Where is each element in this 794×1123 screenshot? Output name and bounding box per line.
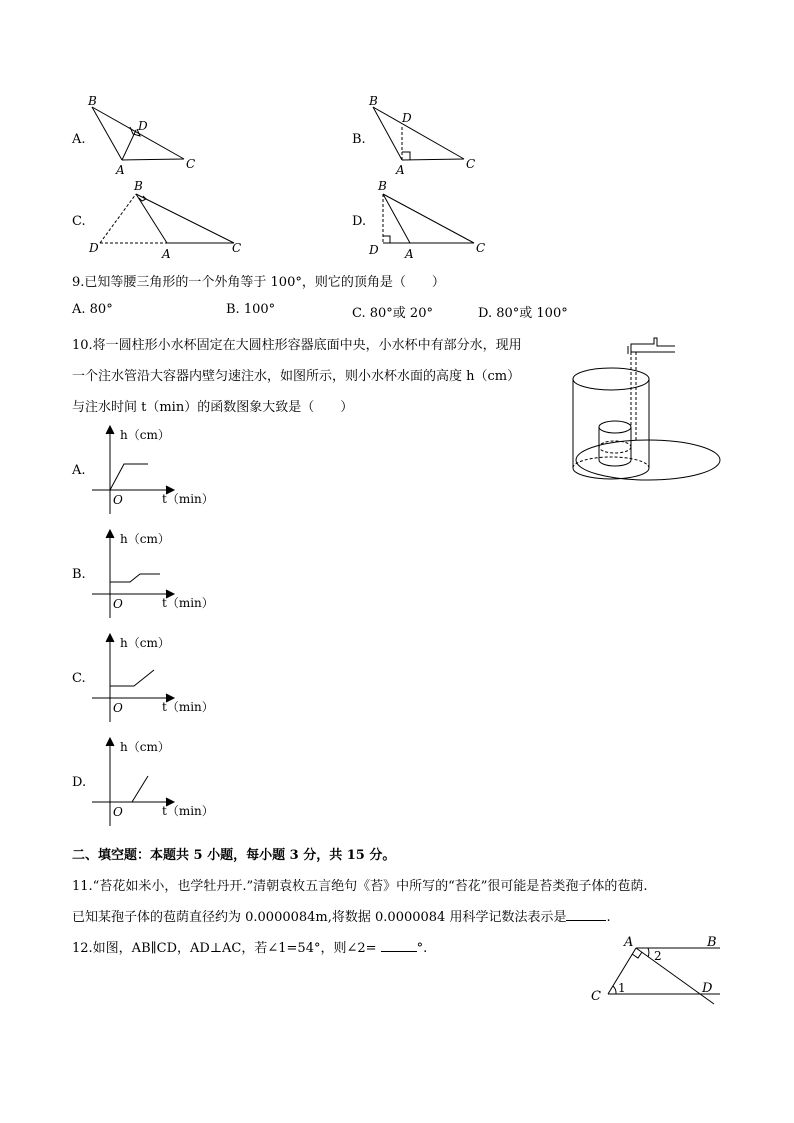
q10-option-c-letter: C.: [72, 671, 86, 686]
container-figure: [570, 332, 730, 502]
series-line: [132, 776, 148, 802]
point-label-c: C: [232, 241, 242, 255]
x-axis-label: t（min）: [162, 492, 214, 506]
point-label-d: D: [369, 243, 379, 257]
origin-label: O: [113, 493, 123, 507]
origin-label: O: [113, 597, 123, 611]
base-ellipse: [576, 440, 720, 480]
q10-option-d-letter: D.: [72, 775, 87, 790]
segment-ac: [122, 159, 184, 160]
y-axis-label: h（cm）: [120, 636, 170, 650]
big-cylinder-top: [573, 368, 649, 390]
point-label-a: A: [116, 163, 125, 177]
q12-line: [72, 937, 427, 956]
q11-line1: 11.“苔花如米小，也学牡丹开.”清朝袁枚五言绝句《苔》中所写的“苔花”很可能是苔类孢子体的苞荫.: [72, 879, 648, 894]
point-label-b: B: [707, 935, 717, 950]
q10-stem-line3: 与注水时间 t（min）的函数图象大致是（ ）: [72, 400, 354, 415]
q10-option-a-letter: A.: [72, 463, 86, 478]
q8-figure-d: [364, 176, 504, 262]
small-cup-top: [599, 421, 631, 433]
q12-text: 12.如图，AB∥CD，AD⊥AC，若∠1=54°，则∠2=: [72, 941, 377, 956]
point-label-b: B: [378, 179, 387, 193]
q9-option-c: C. 80°或 20°: [352, 306, 433, 321]
q11-line2: [72, 906, 611, 925]
q9-stem: 9.已知等腰三角形的一个外角等于 100°，则它的顶角是（ ）: [72, 275, 445, 290]
angle-label-1: 1: [618, 981, 626, 995]
q9-option-d: D. 80°或 100°: [478, 306, 568, 321]
y-axis-label: h（cm）: [120, 428, 170, 442]
series-line: [110, 574, 160, 582]
point-label-a: A: [624, 935, 634, 950]
segment-bc: [92, 107, 184, 159]
section-heading: 二、填空题：本题共 5 小题，每小题 3 分，共 15 分。: [72, 848, 396, 863]
q8-option-b-letter: B.: [352, 132, 366, 147]
q11-line2-text: 已知某孢子体的苞荫直径约为 0.0000084m,将数据 0.0000084 用科学记数法表示是: [72, 910, 567, 925]
point-label-a: A: [405, 247, 414, 261]
q8-option-c-letter: C.: [72, 214, 86, 229]
q8-figure-c: [84, 176, 254, 262]
point-label-b: B: [134, 179, 143, 193]
q8-option-a-letter: A.: [72, 132, 86, 147]
q10-graph-c: [88, 630, 228, 726]
q10-graph-a: [88, 422, 228, 518]
series-line: [110, 464, 148, 490]
point-label-a: A: [396, 163, 405, 177]
q10-graph-d: [88, 734, 228, 830]
q12-figure: [586, 930, 726, 1010]
origin-label: O: [113, 805, 123, 819]
q11-answer-blank[interactable]: [566, 908, 606, 921]
x-axis-label: t（min）: [162, 700, 214, 714]
point-label-b: B: [88, 94, 97, 108]
q9-option-a: A. 80°: [72, 302, 113, 317]
angle-1-arc: [613, 986, 616, 994]
angle-2-arc: [648, 948, 649, 957]
point-label-d: D: [402, 111, 412, 125]
q8-figure-a: [84, 92, 214, 178]
q10-option-b-letter: B.: [72, 567, 86, 582]
q9-option-b: B. 100°: [226, 302, 276, 317]
point-label-a: A: [162, 247, 171, 261]
angle-label-2: 2: [654, 949, 662, 963]
q12-text-end: °.: [416, 941, 428, 956]
x-axis-label: t（min）: [162, 804, 214, 818]
y-axis-label: h（cm）: [120, 532, 170, 546]
point-label-c: C: [476, 241, 486, 255]
q10-stem-line2: 一个注水管沿大容器内壁匀速注水，如图所示，则小水杯水面的高度 h（cm）: [72, 369, 521, 384]
point-label-d: D: [138, 119, 148, 133]
q10-graph-b: [88, 526, 228, 622]
point-label-b: B: [369, 94, 378, 108]
x-axis-label: t（min）: [162, 596, 214, 610]
series-line: [110, 670, 154, 686]
point-label-d: D: [702, 981, 713, 996]
q8-option-d-letter: D.: [352, 214, 367, 229]
q11-line2-end: .: [606, 910, 611, 925]
point-label-d: D: [89, 241, 99, 255]
q8-figure-b: [364, 92, 494, 178]
q12-answer-blank[interactable]: [381, 939, 417, 952]
y-axis-label: h（cm）: [120, 740, 170, 754]
point-label-c: C: [466, 157, 476, 171]
q10-stem-line1: 10.将一圆柱形小水杯固定在大圆柱形容器底面中央，小水杯中有部分水，现用: [72, 338, 522, 353]
origin-label: O: [113, 701, 123, 715]
point-label-c: C: [186, 157, 196, 171]
point-label-c: C: [591, 989, 601, 1004]
